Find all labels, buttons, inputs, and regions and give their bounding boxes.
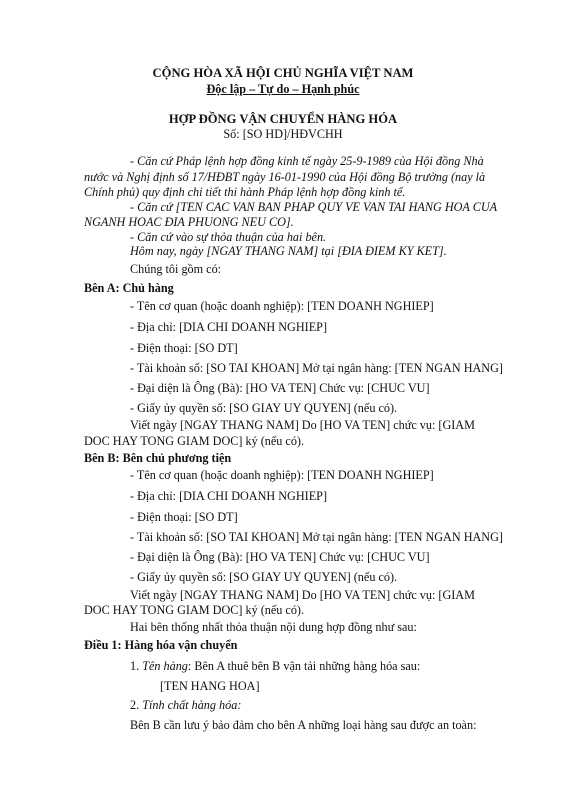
party-b-heading: Bên B: Bên chủ phương tiện xyxy=(84,451,232,465)
nation-title: CỘNG HÒA XÃ HỘI CHỦ NGHĨA VIỆT NAM xyxy=(152,66,414,80)
party-b-line: - Tên cơ quan (hoặc doanh nghiệp): [TEN DOANH NGHIEP] xyxy=(130,468,434,482)
item-label: Tên hàng xyxy=(142,659,188,673)
preamble-line: - Căn cứ Pháp lệnh hợp đồng kinh tế ngày 25-9-1989 của Hội đồng Nhà xyxy=(130,154,484,168)
party-a-signed: Viết ngày [NGAY THANG NAM] Do [HO VA TEN] chức vụ: [GIAM xyxy=(130,418,475,432)
article-1-item-1 xyxy=(130,659,420,673)
preamble-line: nước và Nghị định số 17/HĐBT ngày 16-01-1990 của Hội đồng Bộ trưởng (nay là xyxy=(84,170,486,184)
party-b-line: - Giấy ủy quyền số: [SO GIAY UY QUYEN] (nếu có). xyxy=(130,570,398,584)
party-b-line: - Địa chỉ: [DIA CHI DOANH NGHIEP] xyxy=(130,489,327,503)
intro-text: Chúng tôi gồm có: xyxy=(130,262,222,276)
item-label: Tính chất hàng hóa: xyxy=(142,698,242,712)
national-motto: Độc lập – Tự do – Hạnh phúc xyxy=(206,82,360,96)
party-a-line: - Điện thoại: [SO DT] xyxy=(130,341,238,355)
contract-number: Số: [SO HD]/HĐVCHH xyxy=(223,127,343,141)
party-a-line: - Đại diện là Ông (Bà): [HO VA TEN] Chức vụ: [CHUC VU] xyxy=(130,381,430,395)
article-1-item-2 xyxy=(130,698,241,712)
party-b-line: - Đại diện là Ông (Bà): [HO VA TEN] Chức vụ: [CHUC VU] xyxy=(130,550,430,564)
party-b-signed: Viết ngày [NGAY THANG NAM] Do [HO VA TEN] chức vụ: [GIAM xyxy=(130,588,475,602)
preamble-line: NGANH HOAC ĐIA PHUONG NEU CO]. xyxy=(84,215,294,229)
item-number: 2. xyxy=(130,698,140,712)
party-a-line: - Tài khoản số: [SO TAI KHOAN] Mở tại ngân hàng: [TEN NGAN HANG] xyxy=(130,361,503,375)
party-a-line: - Địa chỉ: [DIA CHI DOANH NGHIEP] xyxy=(130,320,327,334)
article-1-heading: Điều 1: Hàng hóa vận chuyển xyxy=(84,638,238,652)
item-text: : Bên A thuê bên B vận tải những hàng hóa sau: xyxy=(187,659,421,673)
agreement-text: Hai bên thống nhất thỏa thuận nội dung hợp đồng như sau: xyxy=(130,620,417,634)
party-a-heading: Bên A: Chủ hàng xyxy=(84,281,174,295)
party-b-signed: DOC HAY TONG GIAM DOC] ký (nếu có). xyxy=(84,603,305,617)
contract-title: HỢP ĐỒNG VẬN CHUYỂN HÀNG HÓA xyxy=(168,112,398,126)
party-b-line: - Điện thoại: [SO DT] xyxy=(130,510,238,524)
preamble-line: Chính phủ) quy định chi tiết thi hành Pháp lệnh hợp đồng kinh tế. xyxy=(84,185,406,199)
party-b-line: - Tài khoản số: [SO TAI KHOAN] Mở tại ngân hàng: [TEN NGAN HANG] xyxy=(130,530,503,544)
preamble-line: Hôm nay, ngày [NGAY THANG NAM] tại [ĐIA ĐIEM KY KET]. xyxy=(130,244,447,258)
party-a-line: - Giấy ủy quyền số: [SO GIAY UY QUYEN] (nếu có). xyxy=(130,401,398,415)
party-a-signed: DOC HAY TONG GIAM DOC] ký (nếu có). xyxy=(84,434,305,448)
item-number: 1. xyxy=(130,659,140,673)
party-a-line: - Tên cơ quan (hoặc doanh nghiệp): [TEN DOANH NGHIEP] xyxy=(130,299,434,313)
preamble-line: - Căn cứ vào sự thỏa thuận của hai bên. xyxy=(130,230,327,244)
goods-name: [TEN HANG HOA] xyxy=(160,679,260,693)
preamble-line: - Căn cứ [TEN CAC VAN BAN PHAP QUY VE VAN TAI HANG HOA CUA xyxy=(130,200,498,214)
safety-note: Bên B cần lưu ý bảo đảm cho bên A những loại hàng sau được an toàn: xyxy=(130,718,477,732)
